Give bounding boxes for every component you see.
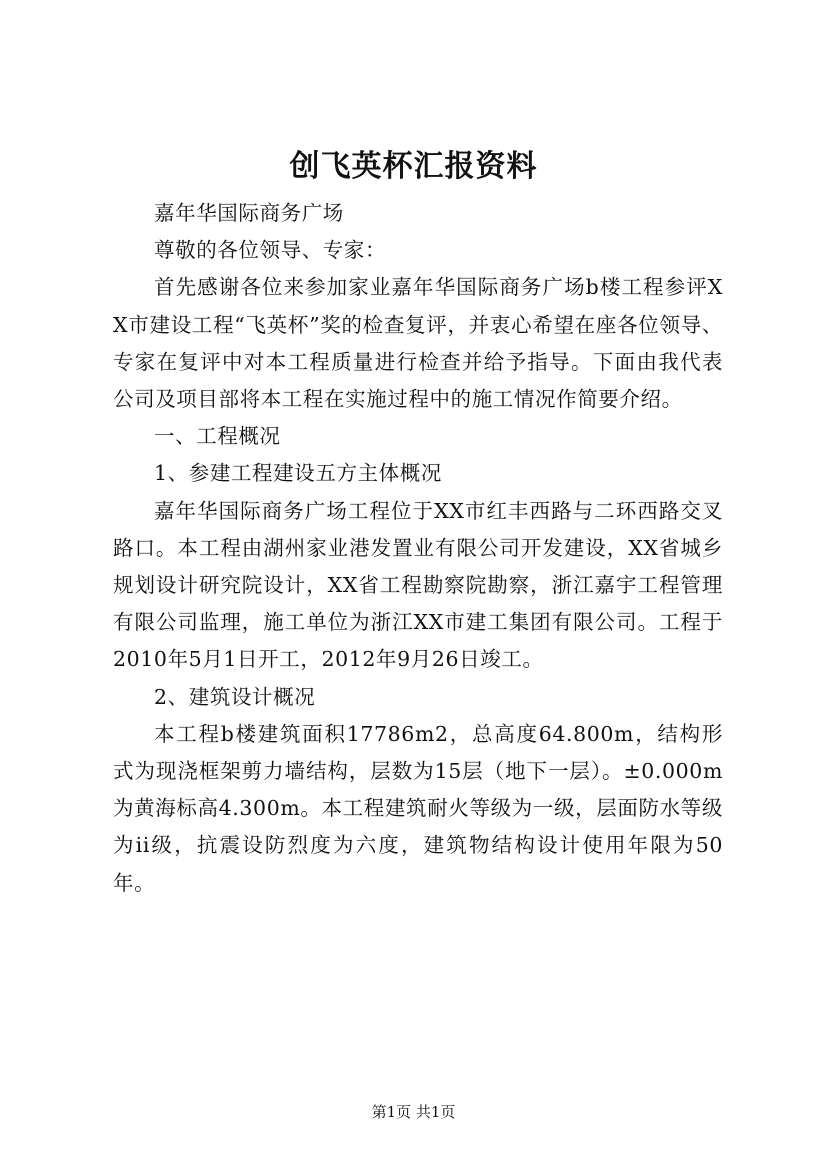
subsection-heading-design: 2、建筑设计概况 — [154, 684, 316, 709]
participants-paragraph: 嘉年华国际商务广场工程位于XX市红丰西路与二环西路交叉路口。本工程由湖州家业港发置业有限公司开发建设，XX省城乡规划设计研究院设计，XX省工程勘察院勘察，浙江嘉宇工程管理有限公司监理，施工单位为浙江XX市建工集团有限公司。工程于2010年5月1日开工，2012年9月26日竣工。 — [113, 498, 723, 672]
design-paragraph: 本工程b楼建筑面积17786m2，总高度64.800m，结构形式为现浇框架剪力墙结构，层数为15层（地下一层）。±0.000m为黄海标高4.300m。本工程建筑耐火等级为一级，层面防水等级为ii级，抗震设防烈度为六度，建筑物结构设计使用年限为50年。 — [113, 721, 723, 895]
project-name: 嘉年华国际商务广场 — [154, 201, 344, 225]
salutation: 尊敬的各位领导、专家： — [154, 238, 387, 263]
subsection-heading-participants: 1、参建工程建设五方主体概况 — [154, 461, 442, 486]
document-title: 创飞英杯汇报资料 — [289, 149, 538, 184]
section-heading-overview: 一、工程概况 — [154, 424, 281, 449]
page-footer: 第1页 共1页 — [371, 1103, 456, 1121]
intro-paragraph: 首先感谢各位来参加家业嘉年华国际商务广场b楼工程参评XX市建设工程“飞英杯”奖的检查复评，并衷心希望在座各位领导、专家在复评中对本工程质量进行检查并给予指导。下面由我代表公司及项目部将本工程在实施过程中的施工情况作简要介绍。 — [113, 275, 723, 412]
document-body — [113, 195, 723, 902]
